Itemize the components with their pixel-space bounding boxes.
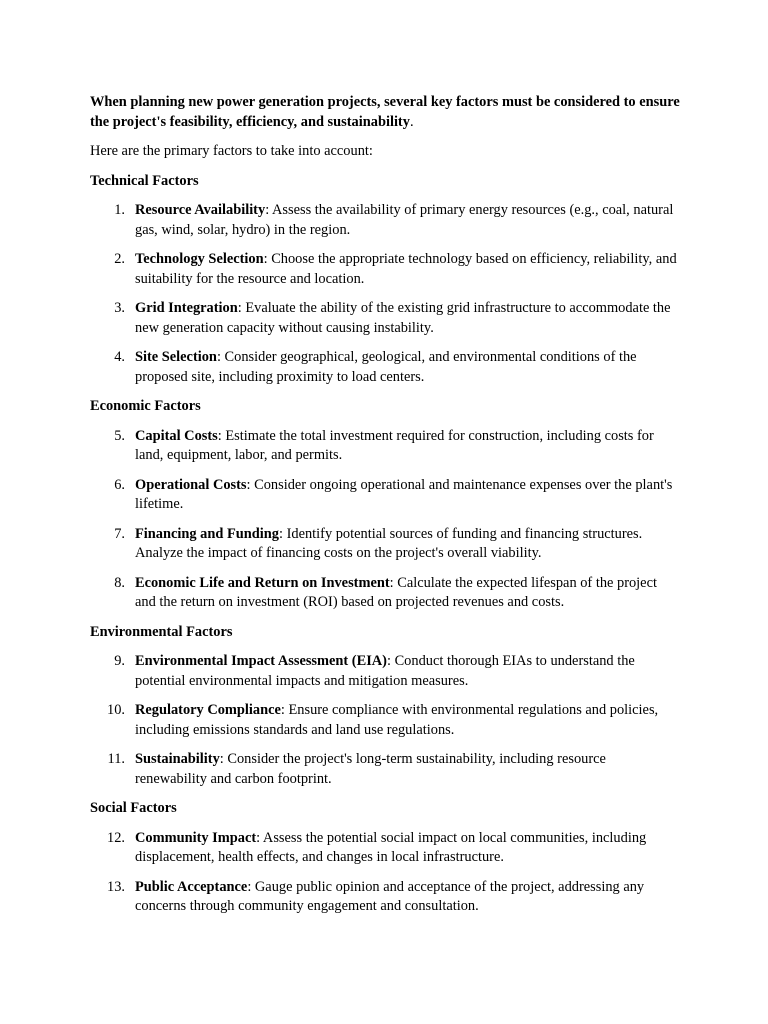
list-item-description: : Consider the project's long-term sustainability, including resource renewability and carbon footprint. [135, 751, 606, 787]
list-item-description: : Evaluate the ability of the existing grid infrastructure to accommodate the new generation capacity without causing instability. [135, 300, 671, 336]
list-item-description: : Gauge public opinion and acceptance of the project, addressing any concerns through community engagement and consultation. [135, 878, 645, 914]
list-item-term: Grid Integration [135, 300, 238, 316]
list-item-number: 13. [107, 878, 125, 895]
list-item [90, 652, 680, 691]
list-item-term: Capital Costs [135, 427, 218, 444]
lead-paragraph: Here are the primary factors to take into account: [90, 143, 373, 159]
list-item [90, 574, 680, 613]
list-item [90, 750, 680, 789]
list-item [90, 829, 680, 868]
list-item [90, 525, 680, 564]
list-item [90, 250, 680, 289]
list-item-description: : Calculate the expected lifespan of the project and the return on investment (ROI) based on projected revenues and costs. [135, 574, 657, 610]
intro-tail-text: . [409, 113, 414, 130]
list-item-description: : Consider ongoing operational and maintenance expenses over the plant's lifetime. [135, 476, 673, 512]
section-heading: Social Factors [90, 800, 177, 816]
list-item-number: 8. [114, 574, 125, 591]
section-heading: Technical Factors [90, 172, 199, 189]
list-item-number: 7. [114, 525, 125, 542]
list-item-term: Site Selection [135, 349, 217, 365]
list-item-term: Sustainability [135, 751, 220, 767]
intro-bold-text: When planning new power generation projects, several key factors must be considered to ensure the project's feasibility, efficiency, and sustainability [90, 94, 680, 130]
document-page [90, 93, 680, 927]
list-item-number: 11. [107, 751, 125, 767]
intro-paragraph [90, 93, 680, 132]
list-item-number: 6. [114, 476, 125, 493]
list-item-number: 2. [114, 251, 125, 267]
list-item-number: 4. [114, 349, 125, 365]
list-item-description: : Ensure compliance with environmental regulations and policies, including emissions standards and land use regulations. [135, 702, 659, 738]
section-heading: Economic Factors [90, 398, 201, 414]
list-item-description: : Identify potential sources of funding and financing structures. Analyze the impact of financing costs on the project's overall viability. [135, 525, 643, 561]
list-item-term: Economic Life and Return on Investment [135, 574, 390, 591]
list-item [90, 476, 680, 515]
list-item-number: 3. [114, 300, 125, 316]
list-item-description: : Assess the potential social impact on local communities, including displacement, health effects, and changes in local infrastructure. [135, 829, 647, 865]
section-heading: Environmental Factors [90, 623, 233, 640]
list-item [90, 878, 680, 917]
list-item-term: Operational Costs [135, 476, 247, 493]
list-item-term: Regulatory Compliance [135, 702, 281, 718]
list-item-term: Environmental Impact Assessment (EIA) [135, 653, 387, 669]
list-item-number: 1. [114, 202, 125, 218]
list-item-description: : Conduct thorough EIAs to understand the potential environmental impacts and mitigation measures. [135, 653, 635, 689]
list-item-term: Public Acceptance [135, 878, 248, 895]
factor-sections [90, 172, 680, 917]
list-item [90, 701, 680, 740]
list-item-number: 5. [114, 427, 125, 444]
list-item-number: 9. [114, 653, 125, 669]
list-item-description: : Assess the availability of primary energy resources (e.g., coal, natural gas, wind, solar, hydro) in the region. [135, 202, 674, 238]
list-item [90, 427, 680, 466]
list-item-term: Resource Availability [135, 202, 266, 218]
list-item-number: 10. [107, 702, 125, 718]
list-item-term: Financing and Funding [135, 525, 279, 542]
list-item-description: : Estimate the total investment required for construction, including costs for land, equipment, labor, and permits. [135, 427, 654, 463]
list-item-term: Community Impact [135, 829, 257, 846]
list-item-number: 12. [107, 829, 125, 846]
list-item [90, 348, 680, 387]
list-item [90, 299, 680, 338]
list-item [90, 201, 680, 240]
list-item-term: Technology Selection [135, 251, 264, 267]
list-item-description: : Consider geographical, geological, and environmental conditions of the proposed site, including proximity to load centers. [135, 349, 637, 385]
list-item-description: : Choose the appropriate technology based on efficiency, reliability, and suitability for the resource and location. [135, 251, 677, 287]
